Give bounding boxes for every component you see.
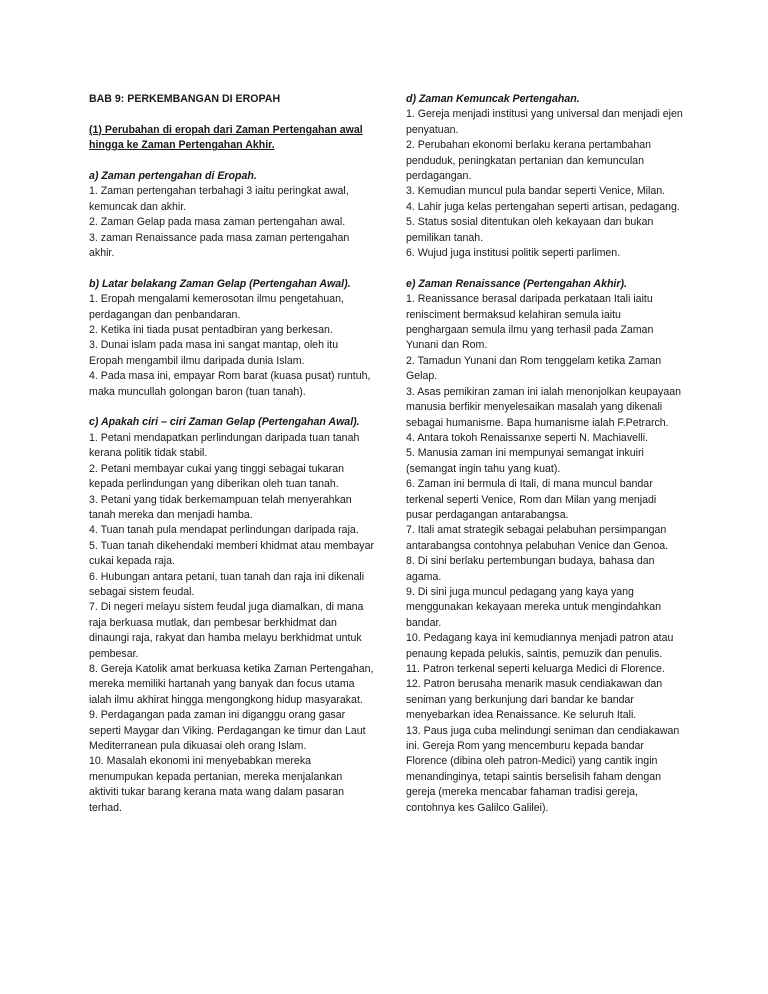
list-item: 6. Hubungan antara petani, tuan tanah dan raja ini dikenali sebagai sistem feudal.	[89, 570, 365, 598]
list-item: 2. Tamadun Yunani dan Rom tenggelam ketika Zaman Gelap.	[406, 354, 662, 383]
list-item: 4. Pada masa ini, empayar Rom barat (kuasa pusat) runtuh, maka muncullah golongan baron (tuan tanah).	[89, 370, 371, 398]
list-item: 11. Patron terkenal seperti keluarga Medici di Florence.	[406, 663, 665, 676]
list-item: 4. Tuan tanah pula mendapat perlindungan daripada raja.	[89, 524, 359, 537]
list-item: 10. Masalah ekonomi ini menyebabkan mereka menumpukan kepada pertanian, mereka menjalankan aktiviti tukar barang kerana mata wang dalam pasaran terhad.	[89, 755, 344, 814]
list-item: 10. Pedagang kaya ini kemudiannya menjadi patron atau penaung kepada pelukis, saintis, pemuzik dan penulis.	[406, 632, 674, 660]
section-title: (1) Perubahan di eropah dari Zaman Pertengahan awal hingga ke Zaman Pertengahan Akhir.	[89, 123, 363, 152]
list-item: 8. Di sini berlaku pertembungan budaya, bahasa dan agama.	[406, 555, 655, 583]
list-item: 7. Di negeri melayu sistem feudal juga diamalkan, di mana raja berkuasa mutlak, dan pembesar berkhidmat dan dinaungi raja, rakyat dan hamba melayu berkhidmat untuk pembesar.	[89, 601, 364, 660]
subsection-a-heading: a) Zaman pertengahan di Eropah.	[89, 170, 257, 182]
list-item: 2. Ketika ini tiada pusat pentadbiran yang berkesan.	[89, 324, 333, 337]
left-column	[89, 92, 374, 816]
list-item: 9. Di sini juga muncul pedagang yang kaya yang menggunakan kekayaan mereka untuk mengindahkan bandar.	[406, 585, 662, 629]
list-item: 2. Petani membayar cukai yang tinggi sebagai tukaran kepada perlindungan yang diberikan oleh tuan tanah.	[89, 462, 344, 491]
list-item: 1. Petani mendapatkan perlindungan daripada tuan tanah kerana politik tidak stabil.	[89, 431, 360, 460]
list-item: 4. Antara tokoh Renaissanxe seperti N. Machiavelli.	[406, 431, 649, 444]
list-item: 1. Gereja menjadi institusi yang universal dan menjadi ejen penyatuan.	[406, 108, 683, 136]
list-item: 2. Perubahan ekonomi berlaku kerana pertambahan penduduk, peningkatan pertanian dan kemunculan perdagangan.	[406, 139, 651, 183]
list-item: 2. Zaman Gelap pada masa zaman pertengahan awal.	[89, 216, 346, 229]
list-item: 7. Itali amat strategik sebagai pelabuhan persimpangan antarabangsa contohnya pelabuhan Venice dan Genoa.	[406, 524, 669, 552]
list-item: 5. Tuan tanah dikehendaki memberi khidmat atau membayar cukai kepada raja.	[89, 539, 375, 568]
list-item: 3. Kemudian muncul pula bandar seperti Venice, Milan.	[406, 185, 666, 198]
list-item: 3. Petani yang tidak berkemampuan telah menyerahkan tanah mereka dan menjadi hamba.	[89, 493, 352, 521]
list-item: 9. Perdagangan pada zaman ini diganggu orang gasar seperti Maygar dan Viking. Perdagangan ke timur dan Laut Mediterranean pula dikuasai oleh orang Islam.	[89, 709, 366, 752]
list-item: 13. Paus juga cuba melindungi seniman dan cendiakawan ini. Gereja Rom yang mencemburu kepada bandar Florence (dibina oleh patron-Medici) yang cantik ingin menandinginya, tetapi saintis berselisih faham dengan gereja (mereka mencabar fahaman tradisi gereja, contohnya kes Galilco Galilei).	[406, 724, 680, 814]
subsection-b-heading: b) Latar belakang Zaman Gelap (Pertengahan Awal).	[89, 277, 351, 290]
list-item: 4. Lahir juga kelas pertengahan seperti artisan, pedagang.	[406, 200, 680, 213]
subsection-c-heading: c) Apakah ciri – ciri Zaman Gelap (Pertengahan Awal).	[89, 416, 360, 429]
list-item: 8. Gereja Katolik amat berkuasa ketika Zaman Pertengahan, mereka memiliki hartanah yang banyak dan focus utama ialah ilmu akhirat hingga mengongkong hidup masyarakat.	[89, 662, 374, 706]
list-item: 1. Eropah mengalami kemerosotan ilmu pengetahuan, perdagangan dan penbandaran.	[89, 293, 344, 321]
list-item: 6. Zaman ini bermula di Itali, di mana muncul bandar terkenal seperti Venice, Rom dan Milan yang menjadi pusar perdagangan antarabangsa.	[406, 478, 657, 521]
list-item: 1. Zaman pertengahan terbahagi 3 iaitu peringkat awal, kemuncak dan akhir.	[89, 185, 349, 213]
list-item: 1. Reanissance berasal daripada perkataan Itali iaitu renisciment bermaksud kelahiran semula iaitu penghargaan semula ilmu yang terhasil pada Zaman Yunani dan Rom.	[406, 293, 654, 352]
list-item: 3. Asas pemikiran zaman ini ialah menonjolkan keupayaan manusia berfikir menyelesaikan masalah yang dikenali sebagai humanisme. Bapa humanisme ialah F.Petrarch.	[406, 385, 682, 429]
right-column	[406, 92, 684, 816]
list-item: 5. Status sosial ditentukan oleh kekayaan dan bukan pemilikan tanah.	[406, 216, 654, 244]
list-item: 12. Patron berusaha menarik masuk cendiakawan dan seniman yang berkunjung dari bandar ke bandar menyebarkan idea Renaissance. Ke seluruh Itali.	[406, 678, 663, 722]
list-item: 5. Manusia zaman ini mempunyai semangat inkuiri (semangat ingin tahu yang kuat).	[406, 447, 644, 475]
subsection-e-heading: e) Zaman Renaissance (Pertengahan Akhir).	[406, 277, 627, 290]
list-item: 3. zaman Renaissance pada masa zaman pertengahan akhir.	[89, 231, 350, 260]
list-item: 6. Wujud juga institusi politik seperti parlimen.	[406, 247, 621, 260]
document-title: BAB 9: PERKEMBANGAN DI EROPAH	[89, 93, 281, 105]
list-item: 3. Dunai islam pada masa ini sangat mantap, oleh itu Eropah mengambil ilmu daripada dunia Islam.	[89, 339, 339, 367]
subsection-d-heading: d) Zaman Kemuncak Pertengahan.	[406, 93, 580, 105]
